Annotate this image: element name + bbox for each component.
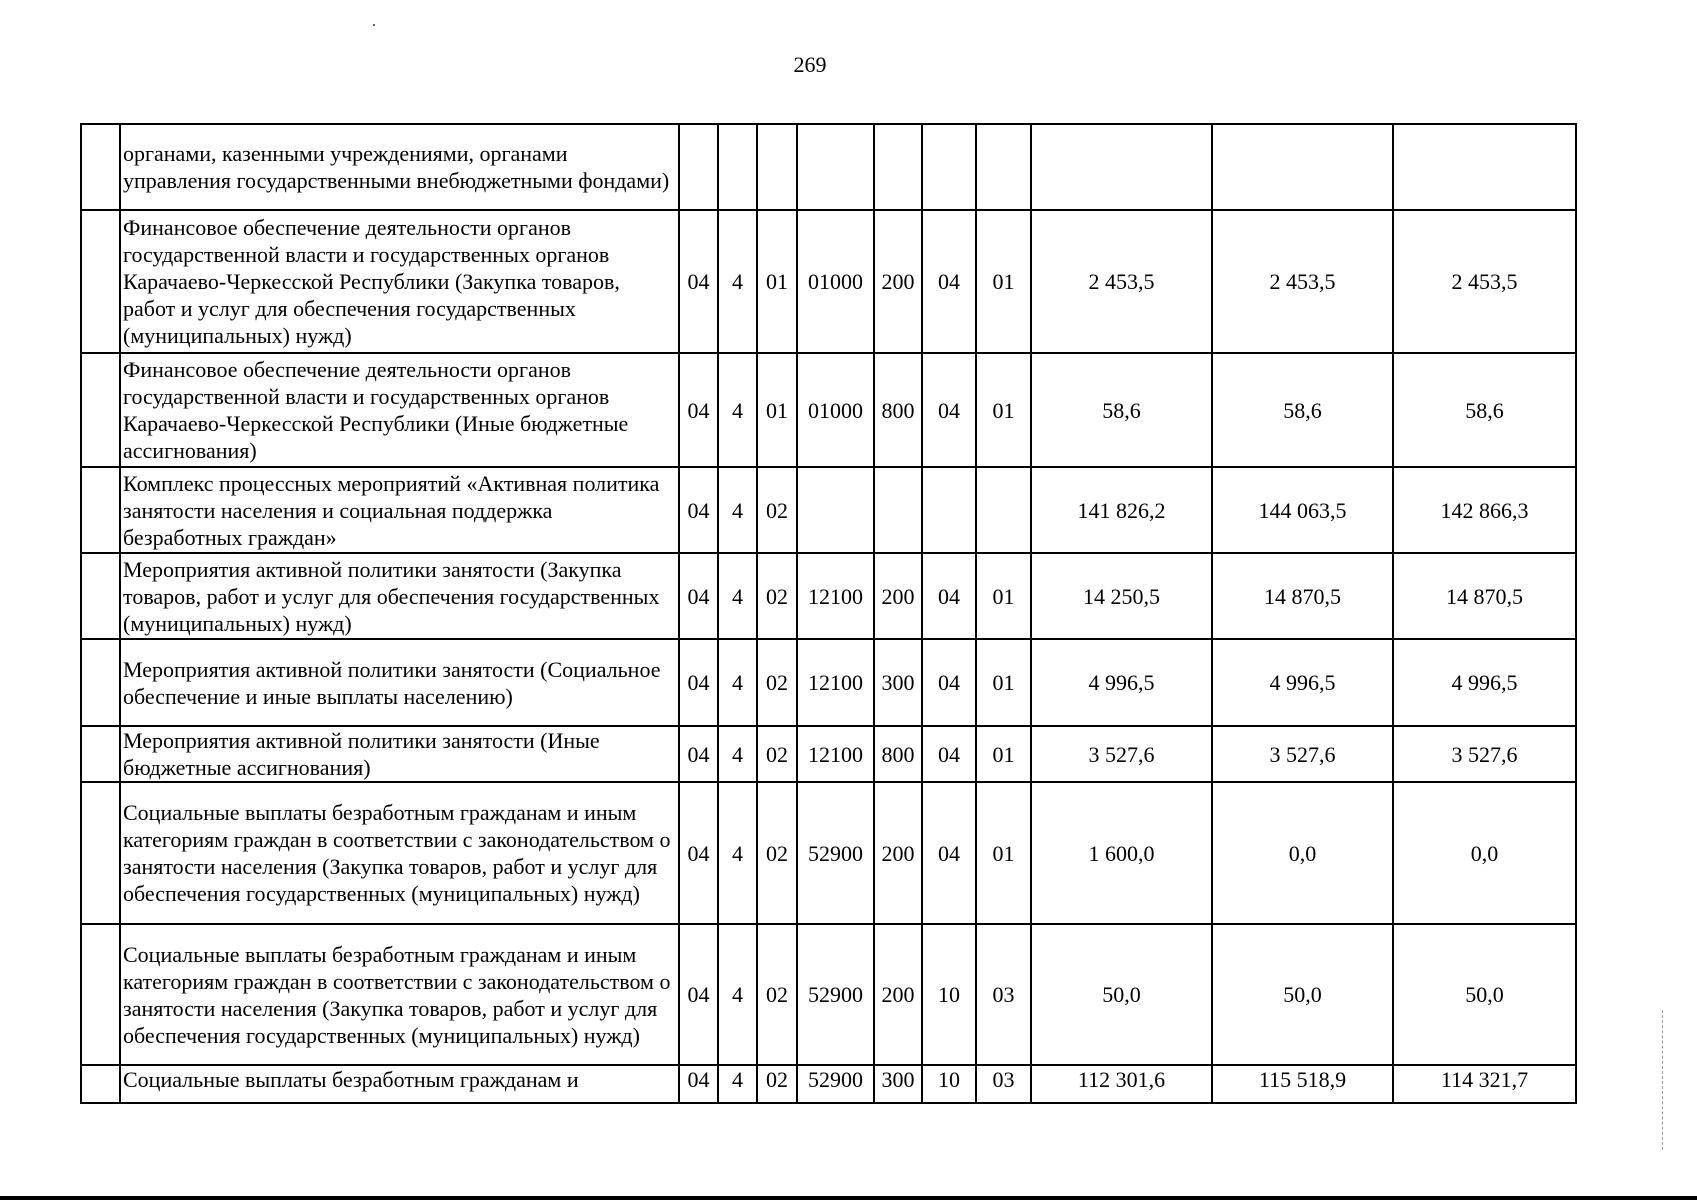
- code-section: 04: [922, 782, 976, 924]
- code-subprogram: 02: [757, 1065, 797, 1103]
- amount-year-1: [1031, 124, 1212, 210]
- code-rz: 04: [679, 639, 718, 726]
- code-section: 04: [922, 726, 976, 782]
- amount-year-2: 2 453,5: [1212, 210, 1393, 353]
- table-row: [81, 726, 1576, 782]
- code-rz: 04: [679, 467, 718, 553]
- code-program: 4: [718, 924, 757, 1065]
- code-subprogram: 02: [757, 467, 797, 553]
- page-number: 269: [793, 52, 827, 77]
- amount-year-3: 114 321,7: [1393, 1065, 1576, 1103]
- amount-year-1: 141 826,2: [1031, 467, 1212, 553]
- table-row: [81, 639, 1576, 726]
- amount-year-1: 4 996,5: [1031, 639, 1212, 726]
- amount-year-3: 14 870,5: [1393, 553, 1576, 639]
- code-expense-type: 200: [874, 553, 922, 639]
- code-section: 10: [922, 924, 976, 1065]
- code-section: 04: [922, 553, 976, 639]
- code-expense-type: [874, 467, 922, 553]
- code-program: 4: [718, 1065, 757, 1103]
- code-section: [922, 124, 976, 210]
- code-expense-type: 200: [874, 782, 922, 924]
- code-subsection: [976, 124, 1031, 210]
- code-subsection: 01: [976, 553, 1031, 639]
- code-expense-type: 800: [874, 726, 922, 782]
- row-description: Мероприятия активной политики занятости (Социальное обеспечение и иные выплаты населению): [120, 639, 679, 726]
- code-expense-type: [874, 124, 922, 210]
- amount-year-3: 4 996,5: [1393, 639, 1576, 726]
- amount-year-2: [1212, 124, 1393, 210]
- code-subprogram: 01: [757, 210, 797, 353]
- budget-table: [80, 123, 1577, 1104]
- row-description: Социальные выплаты безработным гражданам и: [120, 1065, 679, 1103]
- amount-year-2: 14 870,5: [1212, 553, 1393, 639]
- amount-year-2: 115 518,9: [1212, 1065, 1393, 1103]
- row-number-cell: [81, 639, 120, 726]
- code-rz: [679, 124, 718, 210]
- code-subprogram: 02: [757, 924, 797, 1065]
- code-direction: 12100: [797, 726, 874, 782]
- code-rz: 04: [679, 553, 718, 639]
- code-direction: [797, 124, 874, 210]
- row-number-cell: [81, 553, 120, 639]
- amount-year-2: 0,0: [1212, 782, 1393, 924]
- scan-margin-mark: [1662, 1010, 1664, 1150]
- code-subsection: 01: [976, 639, 1031, 726]
- code-direction: [797, 467, 874, 553]
- row-description: Мероприятия активной политики занятости (Иные бюджетные ассигнования): [120, 726, 679, 782]
- code-program: 4: [718, 210, 757, 353]
- amount-year-3: 2 453,5: [1393, 210, 1576, 353]
- code-subprogram: 02: [757, 726, 797, 782]
- row-number-cell: [81, 782, 120, 924]
- code-direction: 12100: [797, 639, 874, 726]
- code-subprogram: 01: [757, 353, 797, 467]
- amount-year-3: [1393, 124, 1576, 210]
- code-rz: 04: [679, 924, 718, 1065]
- code-section: 04: [922, 639, 976, 726]
- amount-year-1: 50,0: [1031, 924, 1212, 1065]
- code-direction: 01000: [797, 353, 874, 467]
- scan-bottom-edge: [0, 1196, 1697, 1200]
- code-subsection: 01: [976, 726, 1031, 782]
- code-subsection: 03: [976, 1065, 1031, 1103]
- table-row: [81, 467, 1576, 553]
- row-description: Мероприятия активной политики занятости (Закупка товаров, работ и услуг для обеспечения государственных (муниципальных) нужд): [120, 553, 679, 639]
- amount-year-3: 58,6: [1393, 353, 1576, 467]
- table-row: [81, 210, 1576, 353]
- row-number-cell: [81, 353, 120, 467]
- amount-year-1: 2 453,5: [1031, 210, 1212, 353]
- code-subprogram: 02: [757, 782, 797, 924]
- row-description: Финансовое обеспечение деятельности органов государственной власти и государственных органов Карачаево-Черкесской Республики (Иные бюджетные ассигнования): [120, 353, 679, 467]
- table-row: [81, 1065, 1576, 1103]
- row-description: Социальные выплаты безработным гражданам и иным категориям граждан в соответствии с законодательством о занятости населения (Закупка товаров, работ и услуг для обеспечения государственных (муниципальных) нужд): [120, 924, 679, 1065]
- code-direction: 52900: [797, 782, 874, 924]
- amount-year-1: 112 301,6: [1031, 1065, 1212, 1103]
- amount-year-1: 1 600,0: [1031, 782, 1212, 924]
- code-subsection: 01: [976, 353, 1031, 467]
- amount-year-1: 3 527,6: [1031, 726, 1212, 782]
- amount-year-3: 142 866,3: [1393, 467, 1576, 553]
- code-subsection: 01: [976, 782, 1031, 924]
- amount-year-2: 144 063,5: [1212, 467, 1393, 553]
- amount-year-3: 50,0: [1393, 924, 1576, 1065]
- scan-speck: [373, 24, 375, 26]
- table-row: [81, 782, 1576, 924]
- amount-year-3: 0,0: [1393, 782, 1576, 924]
- row-number-cell: [81, 124, 120, 210]
- code-section: 04: [922, 210, 976, 353]
- code-section: 04: [922, 353, 976, 467]
- code-expense-type: 200: [874, 210, 922, 353]
- code-program: 4: [718, 553, 757, 639]
- row-description: Комплекс процессных мероприятий «Активная политика занятости населения и социальная поддержка безработных граждан»: [120, 467, 679, 553]
- amount-year-3: 3 527,6: [1393, 726, 1576, 782]
- code-subprogram: 02: [757, 639, 797, 726]
- code-subsection: [976, 467, 1031, 553]
- code-direction: 12100: [797, 553, 874, 639]
- code-program: 4: [718, 782, 757, 924]
- code-direction: 52900: [797, 1065, 874, 1103]
- amount-year-2: 4 996,5: [1212, 639, 1393, 726]
- code-direction: 01000: [797, 210, 874, 353]
- code-section: [922, 467, 976, 553]
- amount-year-1: 58,6: [1031, 353, 1212, 467]
- code-section: 10: [922, 1065, 976, 1103]
- row-number-cell: [81, 467, 120, 553]
- row-description: Социальные выплаты безработным гражданам и иным категориям граждан в соответствии с законодательством о занятости населения (Закупка товаров, работ и услуг для обеспечения государственных (муниципальных) нужд): [120, 782, 679, 924]
- row-description: Финансовое обеспечение деятельности органов государственной власти и государственных органов Карачаево-Черкесской Республики (Закупка товаров, работ и услуг для обеспечения государственных (муниципальных) нужд): [120, 210, 679, 353]
- code-rz: 04: [679, 782, 718, 924]
- amount-year-2: 50,0: [1212, 924, 1393, 1065]
- code-rz: 04: [679, 353, 718, 467]
- code-program: 4: [718, 726, 757, 782]
- table-row: [81, 553, 1576, 639]
- code-direction: 52900: [797, 924, 874, 1065]
- amount-year-2: 58,6: [1212, 353, 1393, 467]
- row-number-cell: [81, 726, 120, 782]
- code-subsection: 03: [976, 924, 1031, 1065]
- code-subprogram: [757, 124, 797, 210]
- amount-year-2: 3 527,6: [1212, 726, 1393, 782]
- row-number-cell: [81, 1065, 120, 1103]
- row-number-cell: [81, 210, 120, 353]
- row-number-cell: [81, 924, 120, 1065]
- code-subprogram: 02: [757, 553, 797, 639]
- code-program: [718, 124, 757, 210]
- amount-year-1: 14 250,5: [1031, 553, 1212, 639]
- code-expense-type: 300: [874, 639, 922, 726]
- code-program: 4: [718, 467, 757, 553]
- code-rz: 04: [679, 726, 718, 782]
- code-expense-type: 800: [874, 353, 922, 467]
- code-rz: 04: [679, 210, 718, 353]
- code-program: 4: [718, 639, 757, 726]
- row-description: органами, казенными учреждениями, органами управления государственными внебюджетными фондами): [120, 124, 679, 210]
- code-subsection: 01: [976, 210, 1031, 353]
- table-row: [81, 924, 1576, 1065]
- table-row: [81, 124, 1576, 210]
- table-row: [81, 353, 1576, 467]
- code-program: 4: [718, 353, 757, 467]
- code-expense-type: 300: [874, 1065, 922, 1103]
- code-rz: 04: [679, 1065, 718, 1103]
- code-expense-type: 200: [874, 924, 922, 1065]
